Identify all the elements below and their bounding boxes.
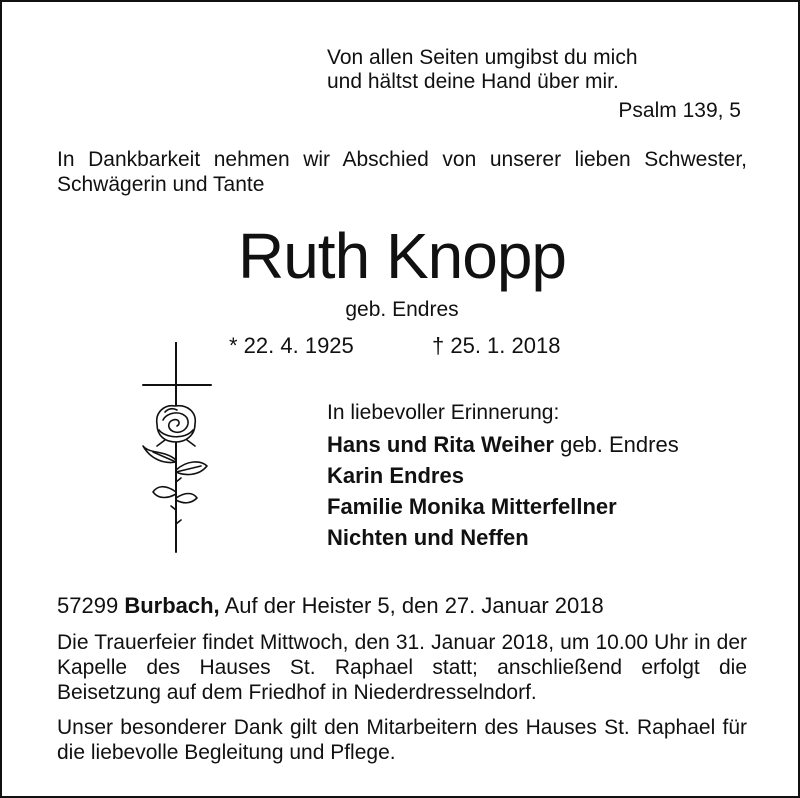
postcode: 57299	[57, 593, 119, 618]
mourner-line	[327, 493, 617, 521]
place-date-line	[57, 593, 604, 619]
death-date: † 25. 1. 2018	[432, 333, 561, 358]
verse-line-1: Von allen Seiten umgibst du mich	[327, 46, 638, 69]
mourner-suffix: geb. Endres	[553, 432, 679, 457]
address-date: Auf der Heister 5, den 27. Januar 2018	[224, 593, 604, 618]
intro-text: In Dankbarkeit nehmen wir Abschied von unserer lieben Schwester, Schwägerin und Tante	[57, 148, 747, 196]
verse-line-2: und hältst deine Hand über mir.	[327, 70, 619, 93]
mourner-name: Hans und Rita Weiher	[327, 432, 554, 457]
maiden-name: geb. Endres	[345, 298, 459, 321]
mourner-line	[327, 431, 679, 459]
mourner-name: Karin Endres	[327, 463, 464, 488]
deceased-name: Ruth Knopp	[237, 220, 567, 292]
thanks-text: Unser besonderer Dank gilt den Mitarbeitern des Hauses St. Raphael für die liebevolle Begleitung und Pflege.	[57, 716, 747, 764]
birth-date: * 22. 4. 1925	[229, 333, 354, 358]
funeral-notice: Die Trauerfeier findet Mittwoch, den 31. Januar 2018, um 10.00 Uhr in der Kapelle des Hauses St. Raphael statt; anschließend erfolgt die Beisetzung auf dem Friedhof in Niederdresselndorf.	[57, 631, 747, 704]
town: Burbach,	[124, 593, 220, 618]
mourner-line	[327, 524, 529, 552]
verse-reference: Psalm 139, 5	[618, 99, 741, 122]
mourner-name: Familie Monika Mitterfellner	[327, 494, 617, 519]
cross-rose-icon	[135, 342, 217, 554]
mourner-line	[327, 462, 464, 490]
mourner-name: Nichten und Neffen	[327, 525, 529, 550]
mourners-heading: In liebevoller Erinnerung:	[327, 401, 560, 424]
